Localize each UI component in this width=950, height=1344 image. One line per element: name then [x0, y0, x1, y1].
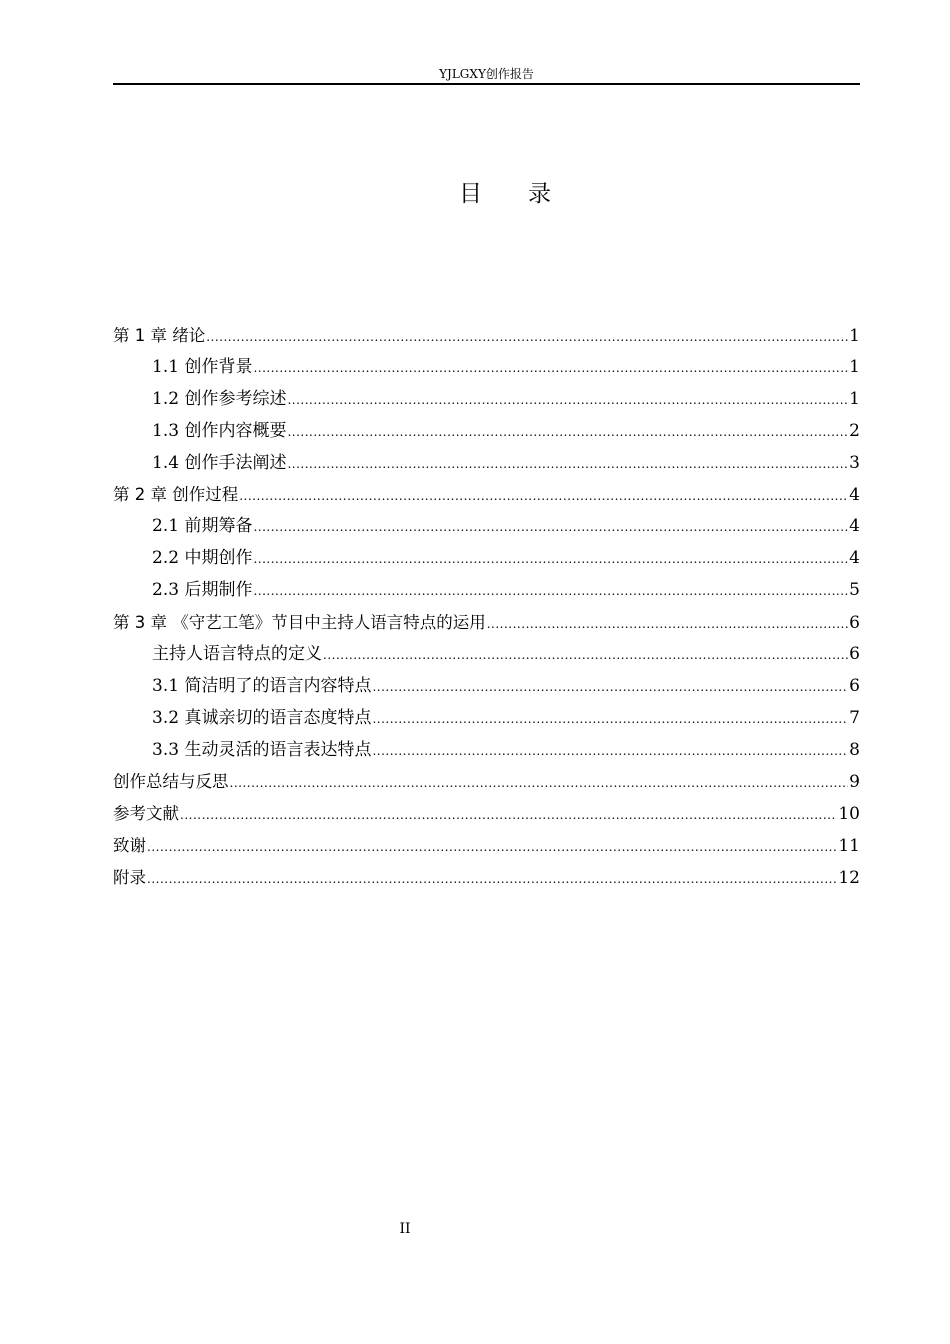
toc-entry-page: 6: [849, 613, 860, 634]
toc-entry-label: 2.2 中期创作: [152, 548, 253, 569]
toc-dot-leader: [372, 704, 848, 736]
toc-dot-leader: [230, 768, 849, 800]
toc-dot-leader: [253, 544, 848, 576]
toc-section-entry[interactable]: [113, 511, 860, 543]
toc-chapter-entry[interactable]: [113, 320, 860, 352]
toc-section-entry[interactable]: [113, 352, 860, 384]
toc-entry-page: 1: [849, 326, 860, 346]
toc-entry-label: 1.1 创作背景: [152, 356, 253, 377]
toc-entry-label: 参考文献: [113, 804, 179, 824]
toc-dot-leader: [180, 800, 837, 832]
toc-entry-label: 1.3 创作内容概要: [152, 420, 287, 441]
page-number: II: [399, 1221, 411, 1237]
toc-section-entry[interactable]: [113, 416, 860, 448]
toc-entry-label: 主持人语言特点的定义: [152, 643, 322, 664]
toc-entry-page: 6: [849, 643, 860, 664]
toc-dot-leader: [287, 449, 848, 481]
toc-entry-label: 附录: [113, 868, 146, 888]
toc-section-entry[interactable]: [113, 448, 860, 480]
toc-dot-leader: [147, 864, 837, 896]
toc-dot-leader: [239, 481, 848, 513]
toc-dot-leader: [323, 640, 848, 672]
toc-entry-page: 9: [849, 772, 860, 793]
toc-section-entry[interactable]: [113, 671, 860, 703]
toc-chapter-entry[interactable]: [113, 479, 860, 511]
toc-entry-page: 2: [849, 420, 860, 441]
table-of-contents: [113, 320, 860, 894]
toc-chapter-entry[interactable]: [113, 798, 860, 830]
toc-entry-label: 第 2 章 创作过程: [113, 485, 239, 505]
toc-entry-label: 1.2 创作参考综述: [152, 388, 287, 409]
toc-entry-label: 2.1 前期筹备: [152, 516, 253, 537]
toc-dot-leader: [253, 512, 848, 544]
toc-entry-page: 11: [838, 836, 860, 857]
toc-entry-label: 第 3 章 《守艺工笔》节目中主持人语言特点的运用: [113, 613, 486, 633]
toc-entry-page: 12: [838, 868, 860, 889]
toc-chapter-entry[interactable]: [113, 830, 860, 862]
toc-entry-page: 7: [849, 707, 860, 728]
toc-entry-label: 创作总结与反思: [113, 772, 229, 792]
header-rule: [113, 83, 860, 85]
toc-dot-leader: [372, 736, 848, 768]
toc-entry-page: 1: [849, 388, 860, 409]
toc-dot-leader: [487, 609, 848, 641]
toc-section-entry[interactable]: [113, 703, 860, 735]
toc-entry-label: 3.3 生动灵活的语言表达特点: [152, 739, 372, 760]
toc-entry-page: 6: [849, 675, 860, 696]
toc-dot-leader: [287, 417, 848, 449]
toc-entry-page: 5: [849, 580, 860, 601]
toc-entry-label: 致谢: [113, 836, 146, 856]
toc-title: 目 录: [459, 181, 551, 207]
toc-dot-leader: [206, 322, 848, 354]
toc-section-entry[interactable]: [113, 384, 860, 416]
toc-entry-label: 第 1 章 绪论: [113, 326, 206, 345]
toc-dot-leader: [253, 353, 848, 385]
toc-entry-page: 4: [849, 548, 860, 569]
toc-entry-label: 3.2 真诚亲切的语言态度特点: [152, 707, 372, 728]
running-header: YJLGXY创作报告: [439, 67, 534, 81]
toc-section-entry[interactable]: [113, 639, 860, 671]
toc-entry-page: 1: [849, 356, 860, 377]
toc-entry-page: 8: [849, 739, 860, 760]
toc-chapter-entry[interactable]: [113, 766, 860, 798]
toc-dot-leader: [287, 385, 848, 417]
toc-entry-page: 10: [838, 804, 860, 825]
toc-entry-label: 3.1 简洁明了的语言内容特点: [152, 675, 372, 696]
toc-dot-leader: [147, 832, 837, 864]
toc-entry-label: 2.3 后期制作: [152, 580, 253, 601]
toc-dot-leader: [253, 576, 848, 608]
toc-entry-label: 1.4 创作手法阐述: [152, 452, 287, 473]
toc-section-entry[interactable]: [113, 543, 860, 575]
toc-chapter-entry[interactable]: [113, 862, 860, 894]
toc-chapter-entry[interactable]: [113, 607, 860, 639]
toc-entry-page: 4: [849, 485, 860, 506]
toc-entry-page: 3: [849, 452, 860, 473]
toc-entry-page: 4: [849, 516, 860, 537]
toc-dot-leader: [372, 672, 848, 704]
toc-section-entry[interactable]: [113, 735, 860, 767]
toc-section-entry[interactable]: [113, 575, 860, 607]
